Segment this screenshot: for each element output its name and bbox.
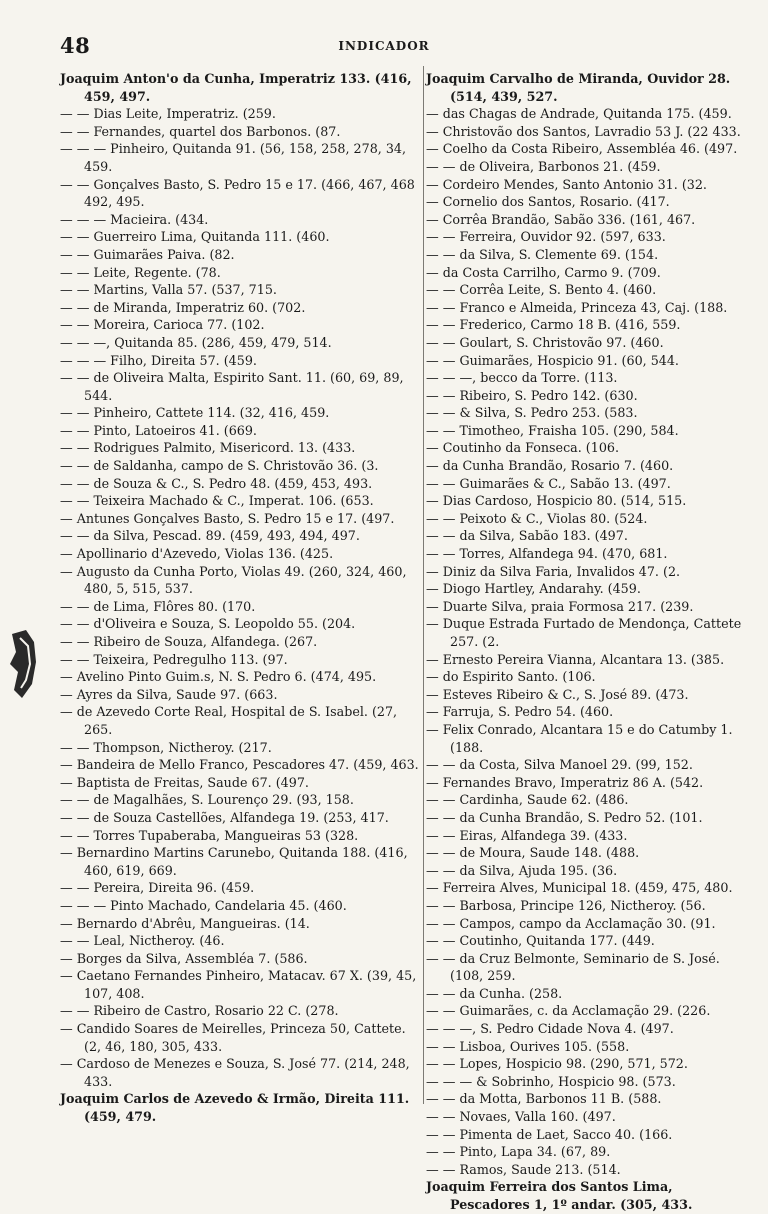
directory-entry: — — —, becco da Torre. (113. <box>426 370 618 386</box>
directory-entry: — — & Silva, S. Pedro 253. (583. <box>426 405 638 421</box>
directory-entry: — — Pinto, Lapa 34. (67, 89. <box>426 1144 611 1160</box>
directory-entry: — — — Filho, Direita 57. (459. <box>60 352 257 368</box>
directory-entry: — Cordeiro Mendes, Santo Antonio 31. (32. <box>426 176 707 192</box>
column-divider <box>423 66 424 1104</box>
directory-entry: — Farruja, S. Pedro 54. (460. <box>426 704 614 720</box>
directory-entry: — — Guimarães Paiva. (82. <box>60 246 235 262</box>
directory-entry: Joaquim Anton'o da Cunha, Imperatriz 133. (416, 459, 497. <box>60 71 412 104</box>
directory-entry: — — Ribeiro de Castro, Rosario 22 C. (278. <box>60 1003 339 1019</box>
directory-entry: — — —, Quitanda 85. (286, 459, 479, 514. <box>60 334 332 350</box>
directory-entry: — Augusto da Cunha Porto, Violas 49. (260, 324, 460, 480, 5, 515, 537. <box>60 563 407 597</box>
directory-entry: — — Coutinho, Quitanda 177. (449. <box>426 933 655 949</box>
directory-entry: — Borges da Silva, Assembléa 7. (586. <box>60 950 308 966</box>
directory-entry: — Corrêa Brandão, Sabão 336. (161, 467. <box>426 211 696 227</box>
directory-entry: — Cardoso de Menezes e Souza, S. José 77. (214, 248, 433. <box>60 1056 410 1089</box>
directory-entry: — — Guimarães, Hospicio 91. (60, 544. <box>426 352 679 368</box>
directory-entry: — Christovão dos Santos, Lavradio 53 J. (22 433. <box>426 123 741 139</box>
page-number: 48 <box>60 33 91 58</box>
directory-entry: — Esteves Ribeiro & C., S. José 89. (473. <box>426 686 689 702</box>
directory-entry: — Antunes Gonçalves Basto, S. Pedro 15 e 17. (497. <box>60 510 395 526</box>
directory-entry: — — Goulart, S. Christovão 97. (460. <box>426 334 664 350</box>
directory-entry: — — Eiras, Alfandega 39. (433. <box>426 827 628 843</box>
printer-ornament-icon <box>6 628 40 700</box>
directory-entry: — da Costa Carrilho, Carmo 9. (709. <box>426 264 661 280</box>
directory-entry: — Fernandes Bravo, Imperatriz 86 A. (542. <box>426 774 704 790</box>
directory-entry: — Bandeira de Mello Franco, Pescadores 47. (459, 463. <box>60 757 419 773</box>
page-title: INDICADOR <box>338 39 430 53</box>
directory-entry: — Avelino Pinto Guim.s, N. S. Pedro 6. (474, 495. <box>60 669 377 685</box>
directory-entry: — — de Magalhães, S. Lourenço 29. (93, 158. <box>60 792 354 808</box>
directory-entry: — Duque Estrada Furtado de Mendonça, Cattete 257. (2. <box>426 616 742 649</box>
directory-entry: — Candido Soares de Meirelles, Princeza 50, Cattete. (2, 46, 180, 305, 433. <box>60 1021 406 1054</box>
directory-entry: — — da Cruz Belmonte, Seminario de S. José. (108, 259. <box>426 950 720 984</box>
directory-entry: — — d'Oliveira e Souza, S. Leopoldo 55. (204. <box>60 616 356 632</box>
directory-entry: — — da Cunha Brandão, S. Pedro 52. (101. <box>426 809 703 825</box>
directory-entry: — — Ferreira, Ouvidor 92. (597, 633. <box>426 229 666 245</box>
directory-entry: — — Pimenta de Laet, Sacco 40. (166. <box>426 1126 673 1142</box>
directory-entry: — — Leal, Nictheroy. (46. <box>60 933 225 949</box>
directory-entry: — — Torres Tupaberaba, Mangueiras 53 (328. <box>60 827 359 843</box>
directory-entry: — — Campos, campo da Acclamação 30. (91. <box>426 915 716 931</box>
directory-entry: — — Ribeiro de Souza, Alfandega. (267. <box>60 634 318 649</box>
directory-entry: — — Torres, Alfandega 94. (470, 681. <box>426 546 668 562</box>
directory-entry: — — da Cunha. (258. <box>426 985 563 1001</box>
directory-entry: — — Barbosa, Principe 126, Nictheroy. (56. <box>426 897 706 913</box>
directory-entry: — — Thompson, Nictheroy. (217. <box>60 739 272 755</box>
directory-entry: — Cornelio dos Santos, Rosario. (417. <box>426 194 670 210</box>
directory-entry: — — de Moura, Saude 148. (488. <box>426 845 640 861</box>
directory-entry: — — Guimarães, c. da Acclamação 29. (226. <box>426 1003 711 1019</box>
directory-entry: — Diniz da Silva Faria, Invalidos 47. (2. <box>426 563 681 579</box>
directory-entry: — — de Lima, Flôres 80. (170. <box>60 598 256 614</box>
directory-entry: — Bernardo d'Abrêu, Mangueiras. (14. <box>60 915 310 931</box>
directory-entry: Joaquim Carlos de Azevedo & Irmão, Direita 111. (459, 479. <box>60 1091 410 1125</box>
directory-entry: — — de Oliveira Malta, Espirito Sant. 11. (60, 69, 89, 544. <box>60 370 404 403</box>
page-header <box>0 33 768 59</box>
directory-entry: — — Franco e Almeida, Princeza 43, Caj. (188. <box>426 299 728 315</box>
directory-entry: — — de Saldanha, campo de S. Christovão 36. (3. <box>60 458 379 474</box>
directory-entry: — Felix Conrado, Alcantara 15 e do Catumby 1. (188. <box>426 721 733 755</box>
directory-entry: — — Cardinha, Saude 62. (486. <box>426 792 629 808</box>
directory-entry: — — Ribeiro, S. Pedro 142. (630. <box>426 387 638 403</box>
directory-entry: — Coutinho da Fonseca. (106. <box>426 440 620 456</box>
directory-entry: — — Leite, Regente. (78. <box>60 264 221 280</box>
directory-entry: Joaquim Carvalho de Miranda, Ouvidor 28. (514, 439, 527. <box>426 71 731 104</box>
directory-entry: — — da Silva, Sabão 183. (497. <box>426 528 628 544</box>
directory-entry: — — Frederico, Carmo 18 B. (416, 559. <box>426 317 681 333</box>
directory-entry: — — Rodrigues Palmito, Misericord. 13. (433. <box>60 440 356 456</box>
directory-entry: — Diogo Hartley, Andarahy. (459. <box>426 581 641 597</box>
directory-entry: — — Corrêa Leite, S. Bento 4. (460. <box>426 282 657 298</box>
directory-entry: — — da Silva, Pescad. 89. (459, 493, 494, 497. <box>60 528 360 544</box>
directory-entry: — — da Motta, Barbonos 11 B. (588. <box>426 1091 662 1107</box>
directory-entry: Joaquim Ferreira dos Santos Lima, Pescadores 1, 1º andar. (305, 433. <box>426 1179 693 1212</box>
right-column <box>426 70 752 1214</box>
directory-entry: — — de Oliveira, Barbonos 21. (459. <box>426 158 661 174</box>
directory-entry: — — Fernandes, quartel dos Barbonos. (87. <box>60 123 341 139</box>
directory-entry: — — Guerreiro Lima, Quitanda 111. (460. <box>60 229 330 245</box>
directory-entry: — da Cunha Brandão, Rosario 7. (460. <box>426 458 674 474</box>
directory-entry: — — Novaes, Valla 160. (497. <box>426 1109 616 1125</box>
directory-entry: — — — & Sobrinho, Hospicio 98. (573. <box>426 1073 676 1089</box>
directory-entry: — — da Silva, Ajuda 195. (36. <box>426 862 618 878</box>
directory-entry: — — de Souza & C., S. Pedro 48. (459, 453, 493. <box>60 475 373 491</box>
directory-entry: — Apollinario d'Azevedo, Violas 136. (425. <box>60 546 334 562</box>
directory-entry: — — Lisboa, Ourives 105. (558. <box>426 1038 630 1054</box>
directory-entry: — — Gonçalves Basto, S. Pedro 15 e 17. (466, 467, 468 492, 495. <box>60 176 415 210</box>
directory-entry: — — Timotheo, Fraisha 105. (290, 584. <box>426 422 679 438</box>
directory-entry: — — de Miranda, Imperatriz 60. (702. <box>60 299 306 315</box>
directory-entry: — — Martins, Valla 57. (537, 715. <box>60 282 277 298</box>
directory-entry: — — Dias Leite, Imperatriz. (259. <box>60 106 276 122</box>
directory-entry: — Bernardino Martins Carunebo, Quitanda 188. (416, 460, 619, 669. <box>60 845 408 878</box>
directory-entry: — Coelho da Costa Ribeiro, Assembléa 46. (497. <box>426 141 738 157</box>
directory-entry: — do Espirito Santo. (106. <box>426 669 596 685</box>
directory-entry: — — —, S. Pedro Cidade Nova 4. (497. <box>426 1021 674 1037</box>
directory-entry: — Baptista de Freitas, Saude 67. (497. <box>60 774 309 790</box>
directory-entry: — — da Costa, Silva Manoel 29. (99, 152. <box>426 757 693 773</box>
directory-entry: — Ayres da Silva, Saude 97. (663. <box>60 686 278 702</box>
directory-entry: — das Chagas de Andrade, Quitanda 175. (459. <box>426 106 732 122</box>
directory-entry: — — Teixeira Machado & C., Imperat. 106. (653. <box>60 493 374 509</box>
directory-entry: — Ernesto Pereira Vianna, Alcantara 13. (385. <box>426 651 725 667</box>
directory-entry: — — Pinheiro, Cattete 114. (32, 416, 459. <box>60 405 330 421</box>
directory-entry: — — — Macieira. (434. <box>60 211 209 227</box>
directory-entry: — — Pinto, Latoeiros 41. (669. <box>60 422 257 438</box>
directory-entry: — Dias Cardoso, Hospicio 80. (514, 515. <box>426 493 687 509</box>
directory-entry: — — Pereira, Direita 96. (459. <box>60 880 255 896</box>
directory-entry: — — Teixeira, Pedregulho 113. (97. <box>60 651 288 667</box>
directory-entry: — — de Souza Castellões, Alfandega 19. (253, 417. <box>60 809 389 825</box>
directory-entry: — — Moreira, Carioca 77. (102. <box>60 317 265 333</box>
directory-entry: — — Peixoto & C., Violas 80. (524. <box>426 510 648 526</box>
directory-entry: — Caetano Fernandes Pinheiro, Matacav. 67 X. (39, 45, 107, 408. <box>60 968 417 1001</box>
directory-entry: — de Azevedo Corte Real, Hospital de S. Isabel. (27, 265. <box>60 704 398 737</box>
directory-entry: — — Guimarães & C., Sabão 13. (497. <box>426 475 671 491</box>
directory-entry: — — — Pinto Machado, Candelaria 45. (460. <box>60 897 347 913</box>
directory-entry: — Duarte Silva, praia Formosa 217. (239. <box>426 598 694 614</box>
directory-entry: — — da Silva, S. Clemente 69. (154. <box>426 246 659 262</box>
left-column <box>60 70 422 1126</box>
directory-entry: — — — Pinheiro, Quitanda 91. (56, 158, 258, 278, 34, 459. <box>60 141 407 174</box>
directory-entry: — Ferreira Alves, Municipal 18. (459, 475, 480. <box>426 880 733 896</box>
directory-entry: — — Ramos, Saude 213. (514. <box>426 1161 621 1177</box>
directory-entry: — — Lopes, Hospicio 98. (290, 571, 572. <box>426 1056 688 1072</box>
